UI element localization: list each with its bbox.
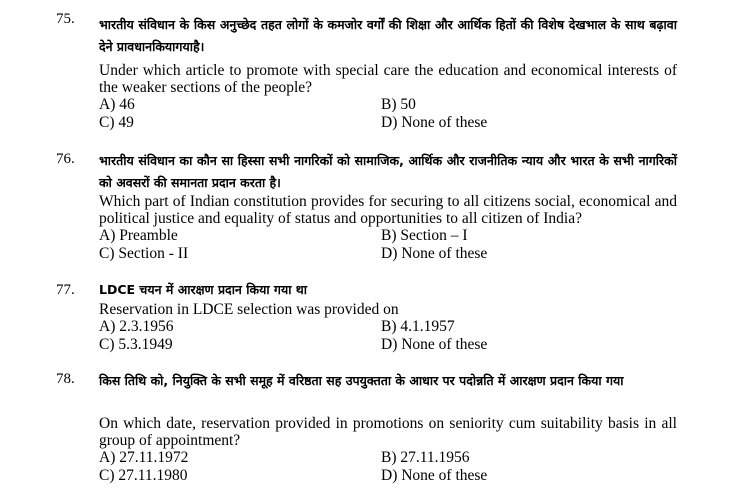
option-a: A) 46 xyxy=(99,96,135,113)
option-a: A) Preamble xyxy=(99,227,178,244)
option-b: B) 4.1.1957 xyxy=(381,318,455,335)
question-number: 75. xyxy=(56,11,75,27)
question-text-english: Reservation in LDCE selection was provided on xyxy=(99,301,399,318)
question-text-hindi: भारतीय संविधान के किस अनुच्छेद तहत लोगों के कमजोर वर्गों की शिक्षा और आर्थिक हितों की विशेष देखभाल के साथ बढ़ावा देने प्रावधानकियागयाहै। xyxy=(99,17,677,54)
option-c: C) Section - II xyxy=(99,245,189,262)
option-a: A) 27.11.1972 xyxy=(99,449,189,466)
option-d: D) None of these xyxy=(381,467,488,484)
option-d: D) None of these xyxy=(381,245,488,262)
option-c: C) 49 xyxy=(99,114,134,131)
question-text-english: Which part of Indian constitution provides for securing to all citizens social, economical and political justice and equality of status and opportunities to all citizen of India? xyxy=(99,193,677,227)
question-number: 77. xyxy=(56,282,75,298)
question-text-hindi: भारतीय संविधान का कौन सा हिस्सा सभी नागरिकों को सामाजिक, आर्थिक और राजनीतिक न्याय और भारत के सभी नागरिकों को अवसरों की समानता प्रदान करता है। xyxy=(99,153,677,190)
option-b: B) 27.11.1956 xyxy=(381,449,470,466)
question-text-hindi: किस तिथि को, नियुक्ति के सभी समूह में वरिष्ठता सह उपयुक्तता के आधार पर पदोन्नति में आरक्षण प्रदान किया गया xyxy=(99,373,624,388)
option-b: B) Section – I xyxy=(381,227,468,244)
question-number: 78. xyxy=(56,371,75,387)
question-text-hindi: LDCE चयन में आरक्षण प्रदान किया गया था xyxy=(99,282,308,297)
option-c: C) 5.3.1949 xyxy=(99,336,173,353)
question-text-english: Under which article to promote with special care the education and economical interests of the weaker sections of the people? xyxy=(99,62,677,96)
question-text-english: On which date, reservation provided in promotions on seniority cum suitability basis in all group of appointment? xyxy=(99,415,677,449)
option-a: A) 2.3.1956 xyxy=(99,318,174,335)
question-number: 76. xyxy=(56,151,75,167)
option-d: D) None of these xyxy=(381,114,488,131)
option-d: D) None of these xyxy=(381,336,488,353)
option-c: C) 27.11.1980 xyxy=(99,467,188,484)
option-b: B) 50 xyxy=(381,96,416,113)
